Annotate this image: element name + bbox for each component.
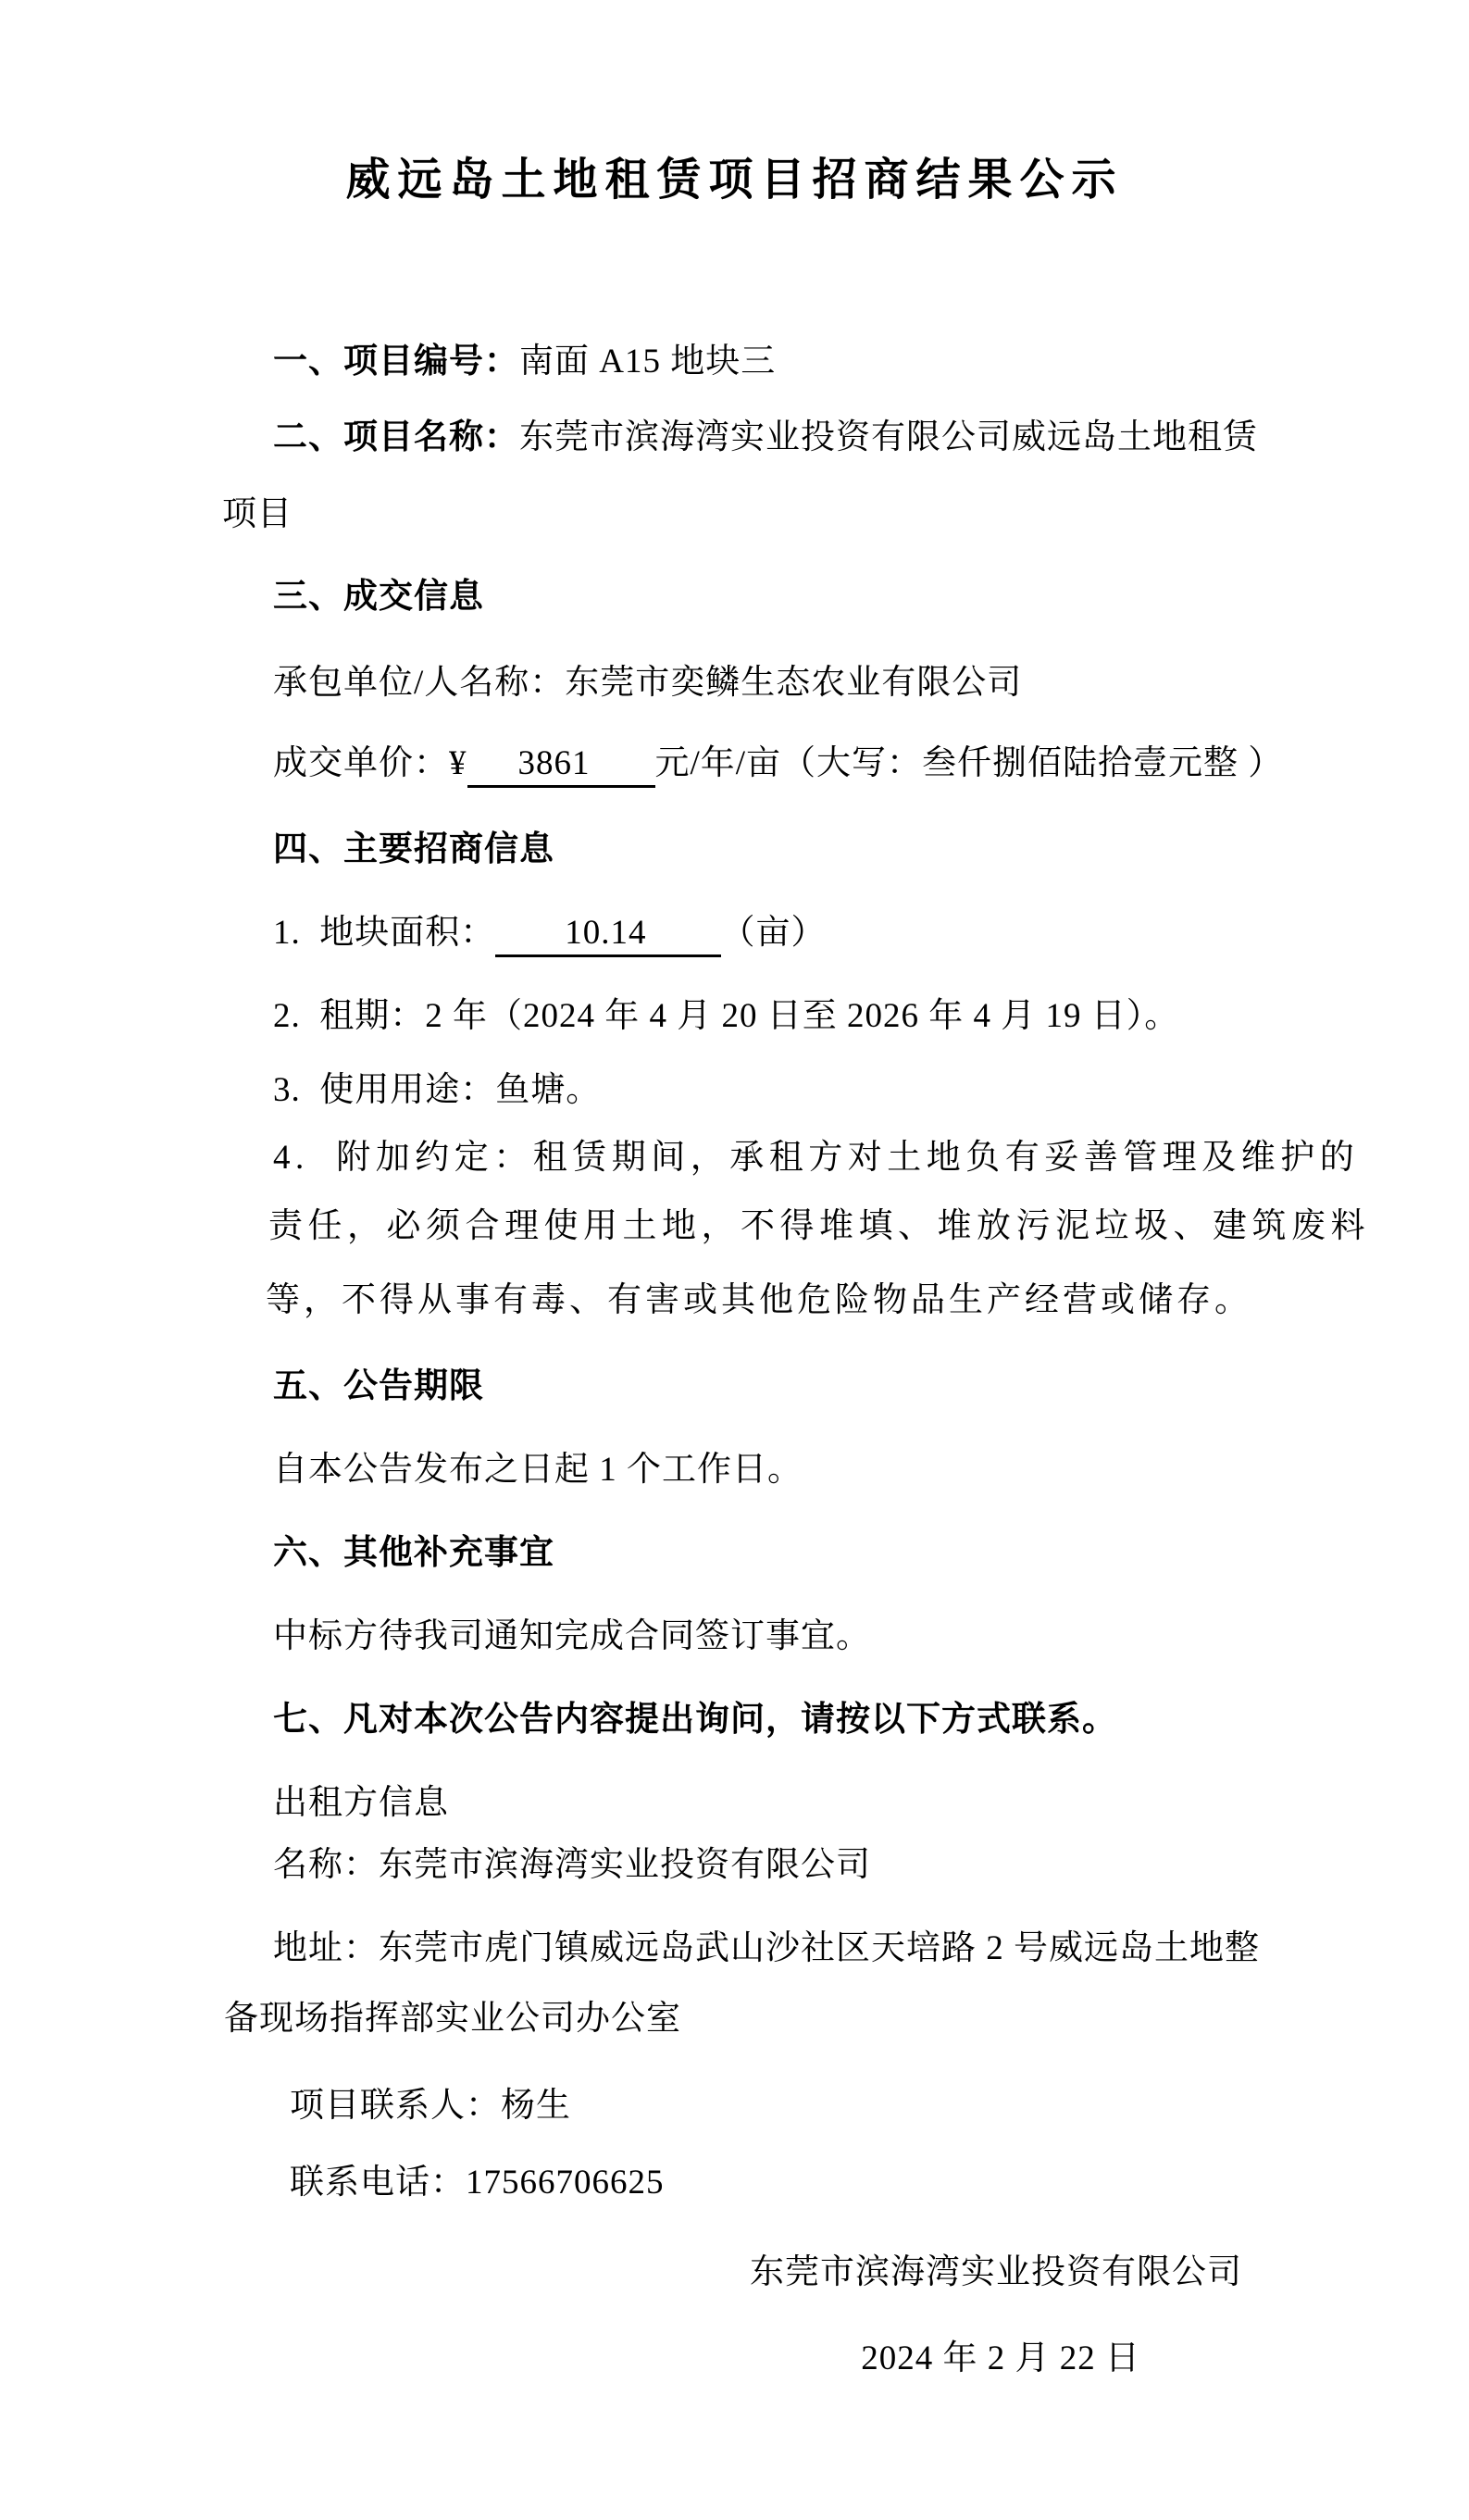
item-3-line: 3. 使用用途：鱼塘。 — [273, 1071, 602, 1109]
section-1-label: 一、项目编号： — [273, 343, 519, 380]
item-1-line — [273, 913, 827, 957]
price-suffix: 元/年/亩（大写：叁仟捌佰陆拾壹元整 ） — [654, 744, 1284, 782]
section-1-line — [273, 342, 776, 382]
section-2-value: 东莞市滨海湾实业投资有限公司威远岛土地租赁 — [519, 418, 1258, 456]
section-6-heading: 六、其他补充事宜 — [273, 1534, 554, 1572]
lessor-address-line-2: 备现场指挥部实业公司办公室 — [224, 2000, 681, 2038]
contractor-line: 承包单位/人名称：东莞市奕鳞生态农业有限公司 — [273, 664, 1023, 702]
section-3-heading: 三、成交信息 — [273, 578, 484, 616]
section-2-line — [273, 418, 1258, 458]
lessor-address-line-1: 地址：东莞市虎门镇威远岛武山沙社区天培路 2 号威远岛土地整 — [273, 1929, 1260, 1967]
signature-company: 东莞市滨海湾实业投资有限公司 — [750, 2253, 1242, 2291]
item-4-line-2: 责任，必须合理使用土地，不得堆填、堆放污泥垃圾、建筑废料 — [268, 1207, 1370, 1245]
lessor-name-line: 名称：东莞市滨海湾实业投资有限公司 — [273, 1846, 871, 1884]
section-2-label: 二、项目名称： — [273, 418, 519, 456]
section-4-heading: 四、主要招商信息 — [273, 830, 554, 868]
area-value-underlined: 10.14 — [495, 915, 720, 957]
section-2-wrap-line: 项目 — [222, 495, 293, 533]
item-1-prefix: 1. 地块面积： — [273, 914, 496, 952]
section-5-body: 自本公告发布之日起 1 个工作日。 — [273, 1451, 803, 1489]
lessor-info-heading: 出租方信息 — [273, 1784, 449, 1822]
price-line — [273, 743, 1283, 788]
price-prefix: 成交单价：¥ — [273, 744, 467, 782]
signature-date: 2024 年 2 月 22 日 — [861, 2339, 1140, 2377]
contact-phone-line: 联系电话：17566706625 — [290, 2164, 665, 2202]
section-7-heading: 七、凡对本次公告内容提出询问，请按以下方式联系。 — [273, 1701, 1117, 1739]
contact-person-line: 项目联系人：杨生 — [290, 2087, 571, 2125]
section-6-body: 中标方待我司通知完成合同签订事宜。 — [273, 1617, 871, 1655]
item-4-line-1: 4. 附加约定：租赁期间，承租方对土地负有妥善管理及维护的 — [273, 1139, 1360, 1177]
page-title: 威远岛土地租赁项目招商结果公示 — [345, 156, 1124, 205]
section-1-value: 南面 A15 地块三 — [519, 343, 777, 380]
item-1-suffix: （亩） — [720, 914, 827, 952]
section-5-heading: 五、公告期限 — [273, 1367, 484, 1405]
price-value-underlined: 3861 — [467, 745, 655, 788]
item-2-line: 2. 租期：2 年（2024 年 4 月 20 日至 2026 年 4 月 19 日）。 — [273, 997, 1180, 1035]
item-4-line-3: 等，不得从事有毒、有害或其他危险物品生产经营或储存。 — [266, 1281, 1252, 1319]
